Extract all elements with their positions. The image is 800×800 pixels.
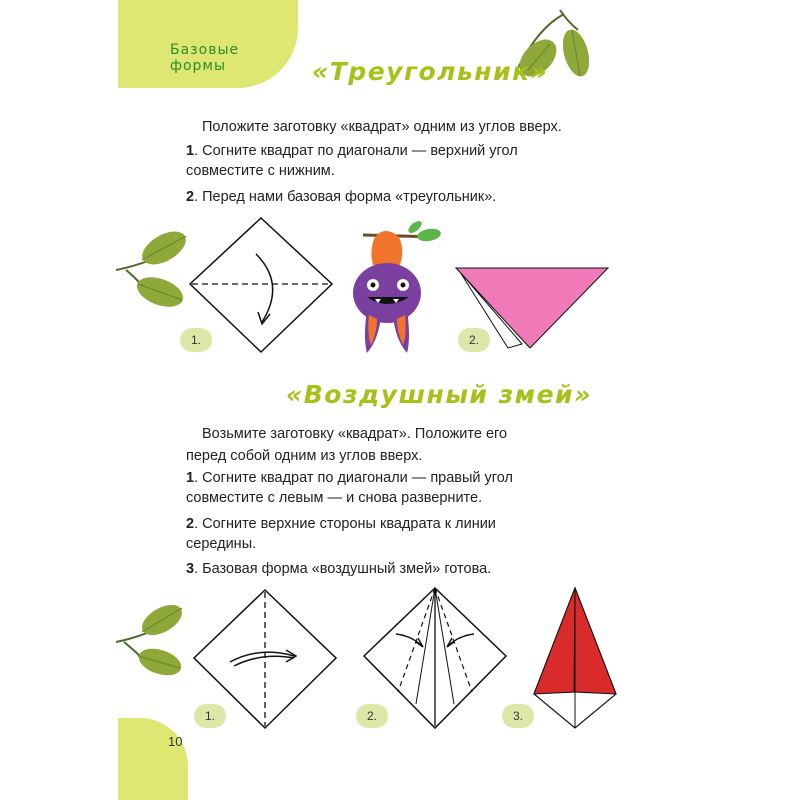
- kite-intro-line-1: Возьмите заготовку «квадрат». Положите его: [202, 426, 508, 442]
- triangle-title: «Треугольник»: [312, 57, 549, 86]
- triangle-step-1-cont: [186, 161, 335, 181]
- leaf-icon: [116, 602, 191, 682]
- figure-label-2: 2.: [458, 328, 490, 352]
- kite-step-3: [186, 559, 491, 579]
- step-number: 1: [186, 143, 195, 159]
- page-number-tab: [118, 718, 188, 800]
- kite-step-2: [186, 514, 496, 534]
- section-tab: [118, 0, 298, 88]
- triangle-intro: Положите заготовку «квадрат» одним из углов вверх.: [202, 119, 562, 135]
- triangle-step-1: [186, 141, 518, 161]
- step-text: . Перед нами базовая форма «треугольник».: [194, 189, 497, 205]
- kite-title: «Воздушный змей»: [286, 380, 592, 409]
- kite-step-2-cont: [186, 534, 256, 554]
- triangle-step-2: [186, 187, 496, 207]
- step-text: . Согните квадрат по диагонали — правый угол: [194, 470, 513, 486]
- kite-step-1: [186, 468, 513, 488]
- step-number: 3: [186, 561, 195, 577]
- bat-character: [345, 215, 455, 360]
- step-text: совместите с нижним.: [186, 163, 335, 179]
- step-text: середины.: [186, 536, 257, 552]
- figure-label-2: 2.: [356, 704, 388, 728]
- step-text: . Согните верхние стороны квадрата к линии: [194, 516, 496, 532]
- step-text: . Базовая форма «воздушный змей» готова.: [194, 561, 492, 577]
- leaf-icon: [116, 228, 191, 313]
- step-text: совместите с левым — и снова разверните.: [186, 490, 483, 506]
- step-number: 1: [186, 470, 195, 486]
- figure-label-1: 1.: [194, 704, 226, 728]
- section-label: Базовые формы: [170, 42, 240, 74]
- step-text: . Согните квадрат по диагонали — верхний угол: [194, 143, 518, 159]
- figure-label-3: 3.: [502, 704, 534, 728]
- step-number: 2: [186, 516, 195, 532]
- kite-intro-line-2: перед собой одним из углов вверх.: [186, 448, 423, 464]
- kite-step-3-diagram: [530, 584, 620, 732]
- page-number: 10: [168, 734, 183, 749]
- kite-step-1-cont: [186, 488, 482, 508]
- step-number: 2: [186, 189, 195, 205]
- figure-label-1: 1.: [180, 328, 212, 352]
